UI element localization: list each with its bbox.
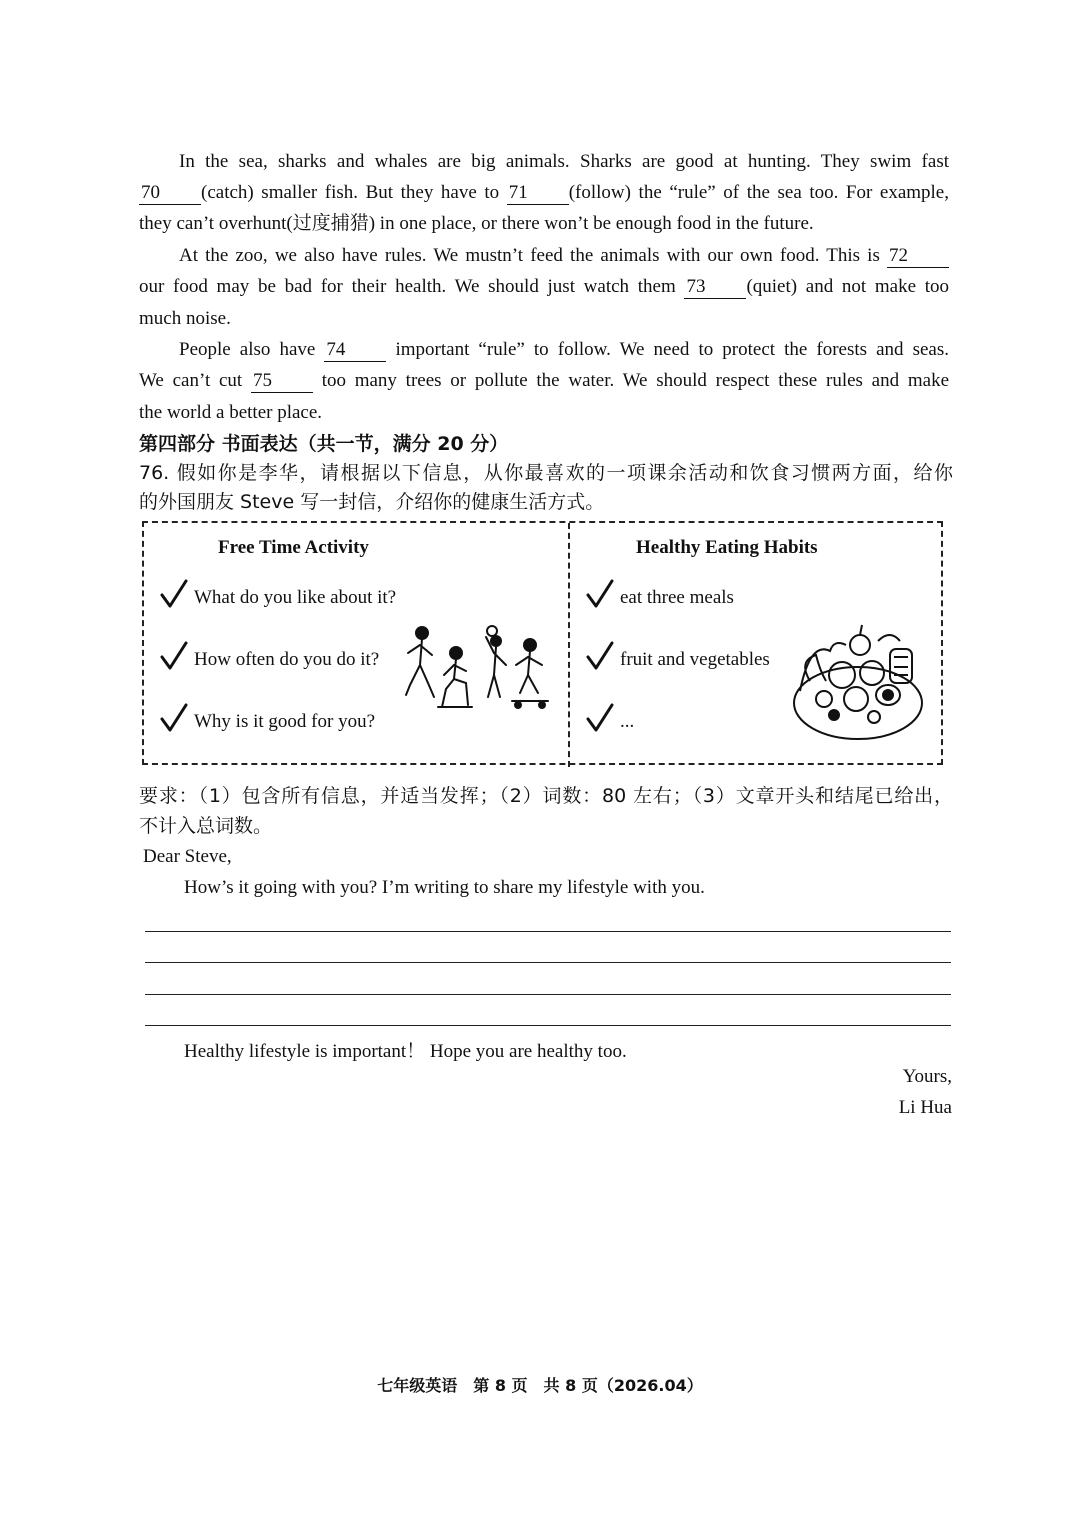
passage-line: People also have 74 important “rule” to follow. We need to protect the forests and seas.	[179, 339, 950, 360]
blank-74[interactable]: 74	[324, 339, 386, 362]
info-box	[142, 521, 943, 765]
sports-people-illustration	[402, 623, 557, 723]
passage-line: At the zoo, we also have rules. We mustn’t feed the animals with our own food. This is 72	[139, 240, 949, 272]
section-heading: 第四部分 书面表达（共一节，满分 20 分）	[139, 433, 509, 455]
checkmark-icon	[586, 641, 614, 671]
blank-71[interactable]: 71	[507, 182, 569, 205]
requirements-text: 不计入总词数。	[139, 815, 273, 837]
blank-70[interactable]: 70	[139, 182, 201, 205]
passage-line: the world a better place.	[139, 402, 323, 423]
page-footer: 七年级英语 第 8 页 共 8 页（2026.04）	[377, 1376, 703, 1395]
right-item: ...	[586, 703, 634, 733]
checkmark-icon	[586, 579, 614, 609]
letter-opening: How’s it going with you? I’m writing to share my lifestyle with you.	[184, 877, 705, 898]
requirements-text: 要求：（1）包含所有信息，并适当发挥；（2）词数：80 左右；（3）文章开头和结尾已给出，	[139, 785, 953, 807]
healthy-eating-title: Healthy Eating Habits	[636, 537, 818, 558]
question-text: 76. 假如你是李华，请根据以下信息，从你最喜欢的一项课余活动和饮食习惯两方面，给你	[139, 462, 953, 484]
checkmark-icon	[160, 579, 188, 609]
passage-line: In the sea, sharks and whales are big animals. Sharks are good at hunting. They swim fast	[179, 151, 949, 172]
passage-line: We can’t cut 75 too many trees or pollute the water. We should respect these rules and make	[139, 370, 949, 391]
writing-line[interactable]	[145, 931, 951, 932]
question-text: 的外国朋友 Steve 写一封信，介绍你的健康生活方式。	[139, 491, 605, 513]
passage-line: our food may be bad for their health. We should just watch them 73 (quiet) and not make too	[139, 276, 950, 297]
left-item: How often do you do it?	[160, 641, 379, 671]
blank-75[interactable]: 75	[251, 370, 313, 393]
passage-line: 70 (catch) smaller fish. But they have to 71 (follow) the “rule” of the sea too. For example,	[141, 182, 949, 203]
letter-signoff: Yours,	[902, 1066, 952, 1087]
blank-72[interactable]: 72	[887, 245, 949, 268]
letter-greeting: Dear Steve,	[143, 846, 232, 867]
writing-line[interactable]	[145, 1025, 951, 1026]
free-time-title: Free Time Activity	[218, 537, 369, 558]
checkmark-icon	[160, 641, 188, 671]
checkmark-icon	[160, 703, 188, 733]
left-item: What do you like about it?	[160, 579, 396, 609]
passage-line: they can’t overhunt(过度捕猎) in one place, or there won’t be enough food in the future.	[139, 213, 814, 234]
right-item: eat three meals	[586, 579, 734, 609]
box-divider	[568, 523, 570, 767]
blank-73[interactable]: 73	[684, 276, 746, 299]
writing-line[interactable]	[145, 962, 951, 963]
passage-line: much noise.	[139, 308, 231, 329]
food-bowl-illustration	[790, 621, 926, 743]
right-item: fruit and vegetables	[586, 641, 770, 671]
writing-line[interactable]	[145, 994, 951, 995]
checkmark-icon	[586, 703, 614, 733]
letter-name: Li Hua	[898, 1097, 952, 1118]
letter-closing: Healthy lifestyle is important！ Hope you are healthy too.	[184, 1041, 627, 1062]
left-item: Why is it good for you?	[160, 703, 375, 733]
